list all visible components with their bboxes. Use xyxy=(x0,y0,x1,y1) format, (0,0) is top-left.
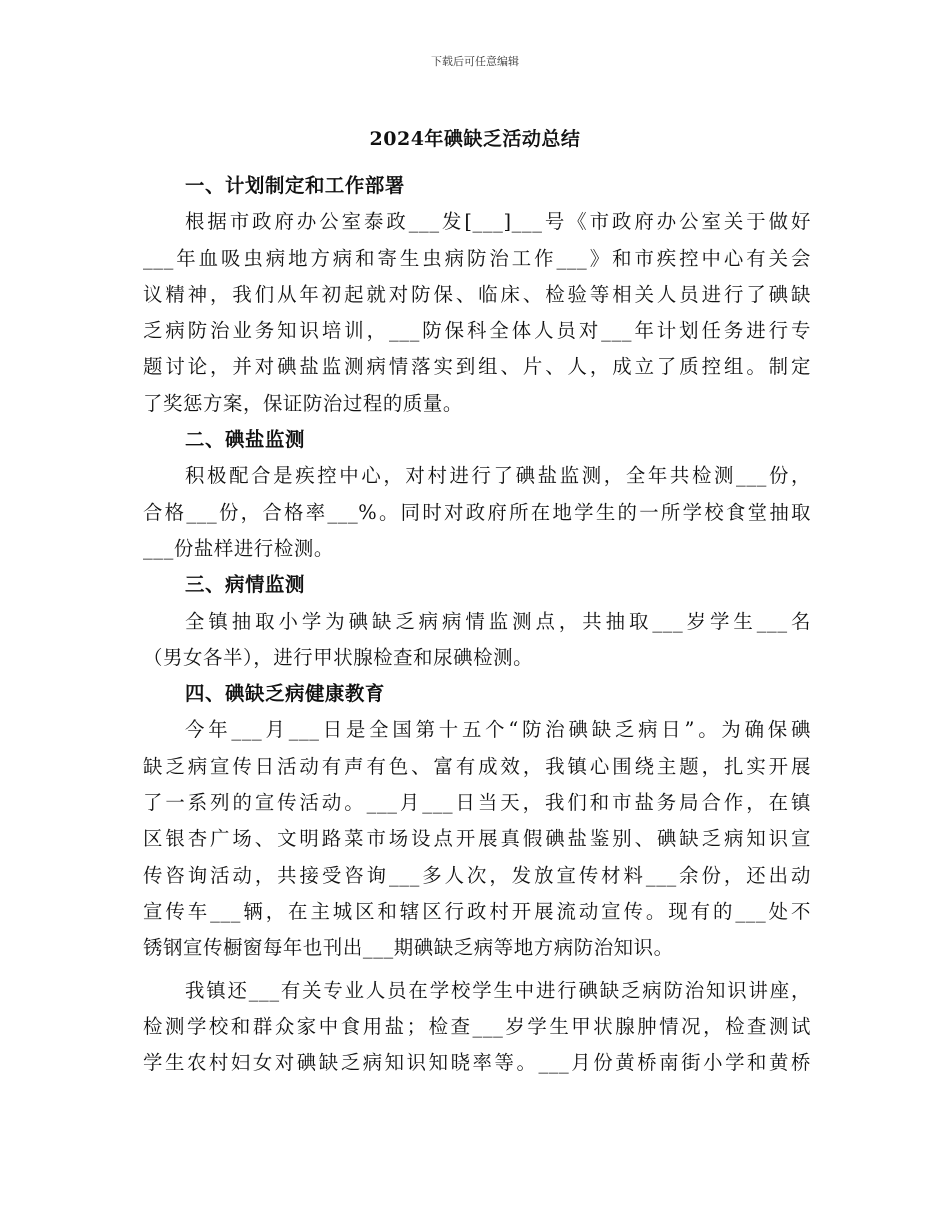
paragraph-line: 根据市政府办公室泰政___发[___]___号《市政府办公室关于做好 xyxy=(185,210,811,234)
paragraph-line: 题讨论，并对碘盐监测病情落实到组、片、人，成立了质控组。制定 xyxy=(143,355,811,379)
page-header-note: 下载后可任意编辑 xyxy=(431,55,519,68)
paragraph-line: 学生农村妇女对碘缺乏病知识知晓率等。___月份黄桥南街小学和黄桥 xyxy=(143,1051,811,1075)
document-body xyxy=(143,168,811,1081)
paragraph-line: 锈钢宣传橱窗每年也刊出___期碘缺乏病等地方病防治知识。 xyxy=(143,936,674,960)
paragraph-line: 积极配合是疾控中心，对村进行了碘盐监测，全年共检测___份， xyxy=(185,464,811,488)
paragraph-line: 乏病防治业务知识培训，___防保科全体人员对___年计划任务进行专 xyxy=(143,319,811,343)
paragraph-line: ___年血吸虫病地方病和寄生虫病防治工作___》和市疾控中心有关会 xyxy=(143,246,811,270)
paragraph-line: 今年___月___日是全国第十五个“防治碘缺乏病日”。为确保碘 xyxy=(185,718,811,742)
document-title: 2024年碘缺乏活动总结 xyxy=(369,128,581,150)
paragraph-line: 议精神，我们从年初起就对防保、临床、检验等相关人员进行了碘缺 xyxy=(143,282,811,306)
paragraph-line: 全镇抽取小学为碘缺乏病病情监测点，共抽取___岁学生___名 xyxy=(185,609,811,633)
section-heading-4: 四、碘缺乏病健康教育 xyxy=(185,682,385,706)
paragraph-line: 检测学校和群众家中食用盐；检查___岁学生甲状腺肿情况，检查测试 xyxy=(143,1014,811,1038)
paragraph-line: （男女各半），进行甲状腺检查和尿碘检测。 xyxy=(143,645,534,669)
paragraph-line: 了一系列的宣传活动。___月___日当天，我们和市盐务局合作，在镇 xyxy=(143,791,811,815)
paragraph-line: 我镇还___有关专业人员在学校学生中进行碘缺乏病防治知识讲座， xyxy=(185,978,811,1002)
paragraph-line: 缺乏病宣传日活动有声有色、富有成效，我镇心围绕主题，扎实开展 xyxy=(143,754,811,778)
section-heading-3: 三、病情监测 xyxy=(185,573,305,597)
paragraph-line: ___份盐样进行检测。 xyxy=(143,536,334,560)
paragraph-line: 宣传车___辆，在主城区和辖区行政村开展流动宣传。现有的___处不 xyxy=(143,899,811,923)
paragraph-line: 了奖惩方案，保证防治过程的质量。 xyxy=(143,391,463,415)
section-heading-2: 二、碘盐监测 xyxy=(185,428,305,452)
paragraph-line: 合格___份，合格率___%。同时对政府所在地学生的一所学校食堂抽取 xyxy=(143,500,811,524)
section-heading-1: 一、计划制定和工作部署 xyxy=(185,174,405,197)
paragraph-line: 区银杏广场、文明路菜市场设点开展真假碘盐鉴别、碘缺乏病知识宣 xyxy=(143,827,811,851)
paragraph-line: 传咨询活动，共接受咨询___多人次，发放宣传材料___余份，还出动 xyxy=(143,863,811,887)
